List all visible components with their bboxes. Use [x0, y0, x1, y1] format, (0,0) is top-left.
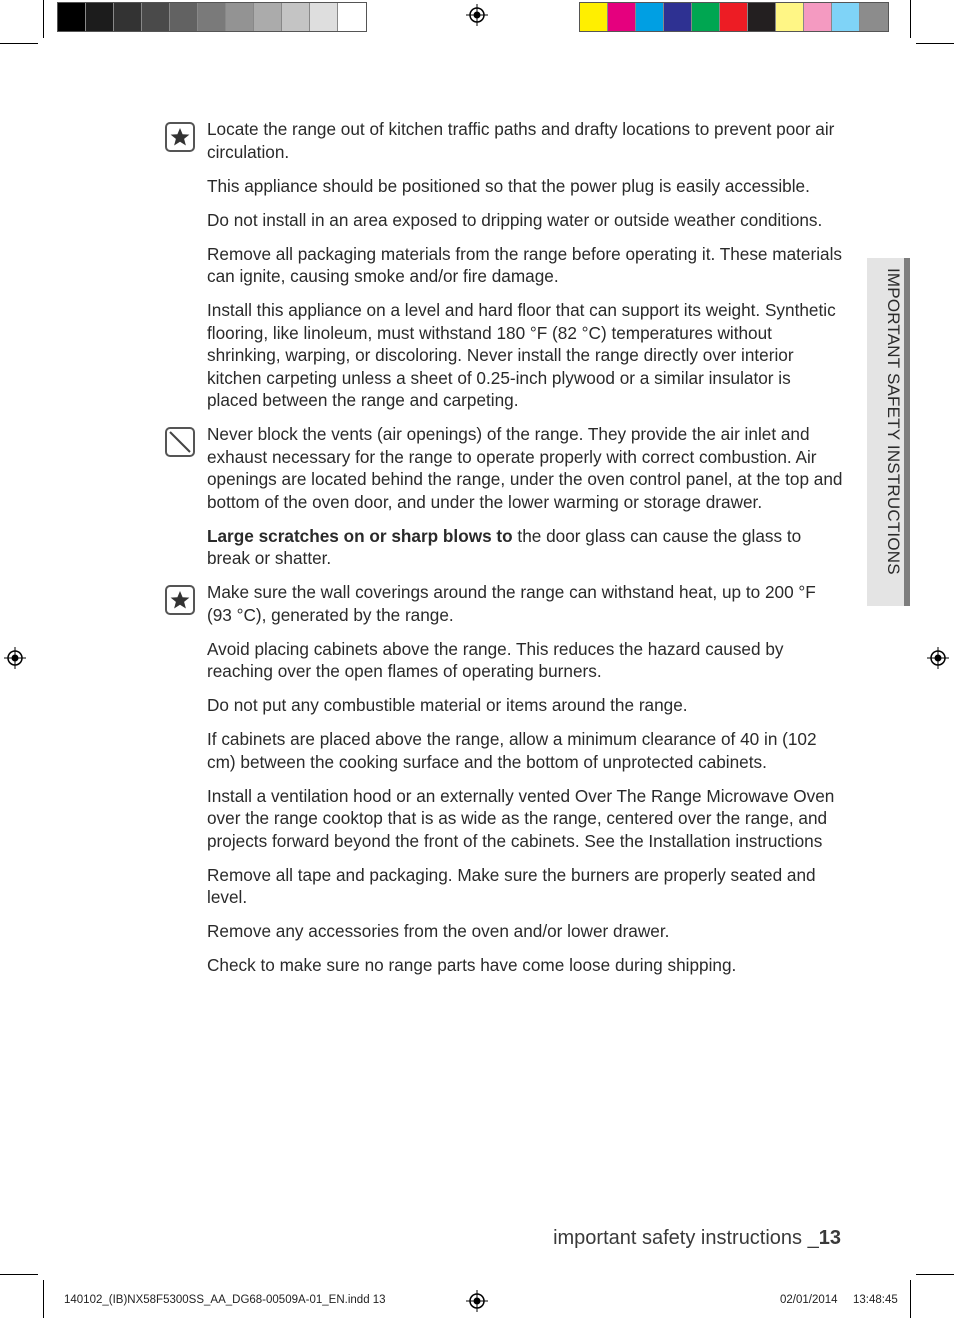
instruction-paragraph — [207, 954, 843, 977]
paragraph-text: Remove any accessories from the oven and/or lower drawer. — [207, 921, 670, 941]
instruction-paragraph — [207, 638, 843, 683]
paragraph-text: Do not install in an area exposed to dripping water or outside weather conditions. — [207, 209, 823, 230]
paragraph-text: Locate the range out of kitchen traffic paths and drafty locations to prevent poor air circulation. — [207, 119, 835, 162]
crop-mark — [0, 43, 38, 44]
instruction-paragraph — [207, 118, 843, 163]
instruction-paragraph — [207, 243, 843, 288]
paragraph-text: Check to make sure no range parts have come loose during shipping. — [207, 955, 737, 975]
paragraph-text: Never block the vents (air openings) of the range. They provide the air inlet and exhaust necessary for the range to operate properly with correct combustion. Air openings are located behind the range, under the oven control panel, at the top and bottom of the oven door, and under the lower warming or storage drawer. — [207, 424, 843, 512]
caution-star-icon — [165, 122, 195, 152]
footer-section-name: important safety instructions _ — [553, 1227, 819, 1249]
registration-mark-icon — [466, 1290, 488, 1312]
color-swatch — [832, 3, 860, 31]
paragraph-text: This appliance should be positioned so that the power plug is easily accessible. — [207, 175, 810, 196]
registration-mark-icon — [4, 647, 26, 669]
color-swatch — [86, 3, 114, 31]
instruction-paragraph — [207, 299, 843, 412]
color-swatch — [664, 3, 692, 31]
instruction-paragraph — [207, 175, 843, 198]
safety-instructions-body — [207, 118, 843, 988]
registration-mark-icon — [927, 647, 949, 669]
bold-phrase: Large scratches on or sharp blows to — [207, 525, 513, 546]
color-swatch — [338, 3, 366, 31]
imprint-date: 02/01/2014 — [780, 1294, 838, 1306]
instruction-group — [207, 118, 843, 412]
color-swatch — [636, 3, 664, 31]
instruction-paragraph — [207, 423, 843, 513]
color-swatch — [692, 3, 720, 31]
paragraph-text: If cabinets are placed above the range, allow a minimum clearance of 40 in (102 cm) between the cooking surface and the bottom of unprotected cabinets. — [207, 729, 817, 772]
instruction-paragraph — [207, 728, 843, 773]
color-swatch — [860, 3, 888, 31]
instruction-paragraph — [207, 785, 843, 853]
paragraph-text: Avoid placing cabinets above the range. This reduces the hazard caused by reaching over the open flames of operating burners. — [207, 638, 784, 681]
color-swatch — [748, 3, 776, 31]
paragraph-text: Remove all packaging materials from the range before operating it. These materials can ignite, causing smoke and/or fire damage. — [207, 243, 842, 286]
registration-mark-icon — [466, 4, 488, 26]
color-swatch — [720, 3, 748, 31]
color-swatch — [608, 3, 636, 31]
paragraph-text: Install a ventilation hood or an externally vented Over The Range Microwave Oven over the range cooktop that is as wide as the range, centered over the range, and projects forward beyond the front of the cabinets. See the Installation instructions — [207, 785, 835, 851]
crop-mark — [0, 1274, 38, 1275]
caution-star-icon — [165, 585, 195, 615]
grayscale-color-bar — [57, 2, 367, 32]
instruction-group — [207, 423, 843, 570]
instruction-paragraph — [207, 694, 843, 717]
page-number: 13 — [818, 1227, 841, 1249]
crop-mark — [43, 1280, 44, 1318]
color-swatch — [142, 3, 170, 31]
instruction-paragraph — [207, 920, 843, 943]
crop-mark — [910, 1280, 911, 1318]
process-color-bar — [579, 2, 889, 32]
paragraph-text: the door glass can cause the glass to break or shatter. — [207, 525, 802, 568]
paragraph-text: Install this appliance on a level and hard floor that can support its weight. Synthetic flooring, like linoleum, must withstand 180 °F (82 °C) temperatures without shrinking, warping, or discoloring. Never install the range directly over interior kitchen carpeting unless a sheet of 0.25-inch plywood or a similar insulator is placed between the range and carpeting. — [207, 300, 836, 410]
color-swatch — [58, 3, 86, 31]
color-swatch — [580, 3, 608, 31]
color-swatch — [170, 3, 198, 31]
prohibited-slash-icon — [165, 427, 195, 457]
side-tab-label: IMPORTANT SAFETY INSTRUCTIONS — [884, 268, 903, 575]
section-side-tab — [867, 258, 910, 606]
paragraph-text: Remove all tape and packaging. Make sure the burners are properly seated and level. — [207, 864, 816, 907]
instruction-paragraph — [207, 581, 843, 626]
crop-mark — [43, 0, 44, 38]
instruction-paragraph — [207, 864, 843, 909]
color-swatch — [114, 3, 142, 31]
page-footer-title — [553, 1227, 841, 1250]
instruction-paragraph — [207, 525, 843, 570]
imprint-filename: 140102_(IB)NX58F5300SS_AA_DG68-00509A-01_EN.indd 13 — [64, 1294, 386, 1306]
paragraph-text: Make sure the wall coverings around the range can withstand heat, up to 200 °F (93 °C), generated by the range. — [207, 582, 816, 625]
instruction-group — [207, 581, 843, 977]
instruction-paragraph — [207, 209, 843, 232]
color-swatch — [776, 3, 804, 31]
color-swatch — [804, 3, 832, 31]
color-swatch — [198, 3, 226, 31]
color-swatch — [254, 3, 282, 31]
crop-mark — [916, 1274, 954, 1275]
paragraph-text: Do not put any combustible material or items around the range. — [207, 695, 688, 715]
color-swatch — [310, 3, 338, 31]
crop-mark — [910, 0, 911, 38]
imprint-time: 13:48:45 — [853, 1294, 898, 1306]
color-swatch — [282, 3, 310, 31]
side-tab-bar — [904, 258, 910, 606]
color-swatch — [226, 3, 254, 31]
crop-mark — [916, 43, 954, 44]
